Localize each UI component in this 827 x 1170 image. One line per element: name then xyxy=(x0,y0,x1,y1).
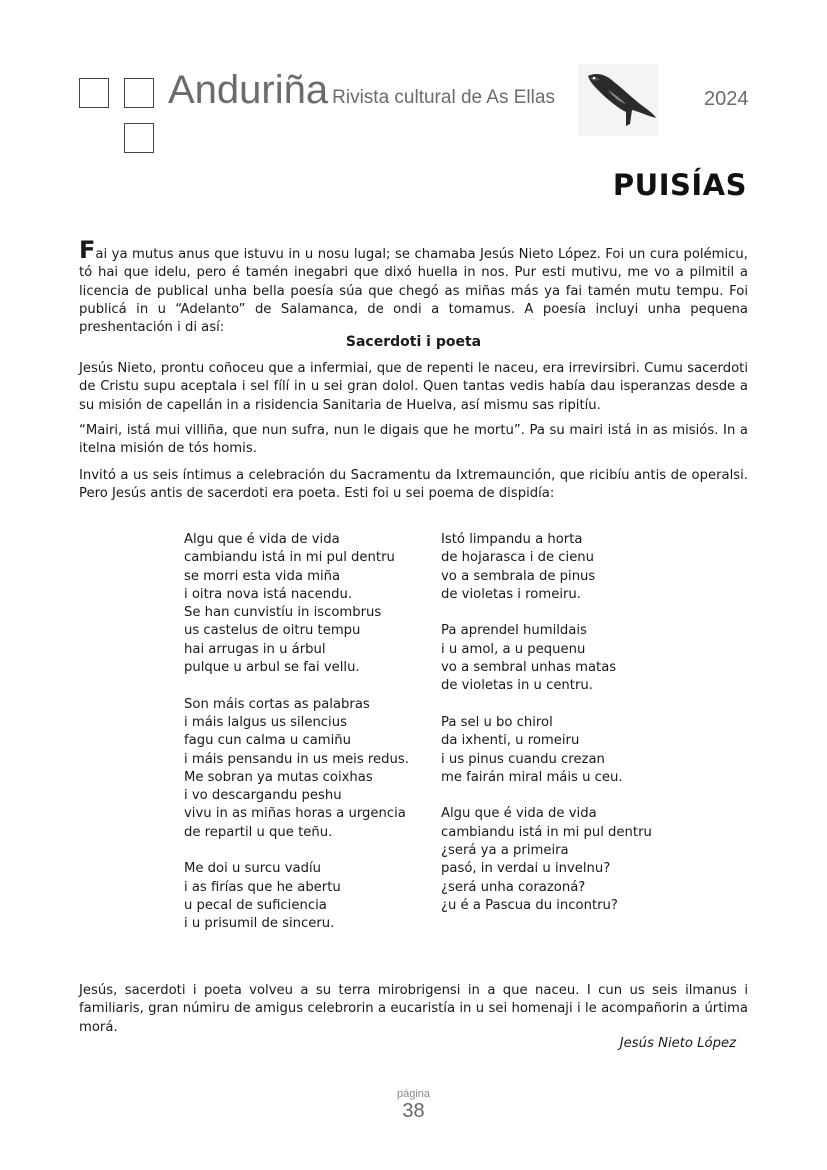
section-title: PUISÍAS xyxy=(612,168,747,202)
poem-line: Se han cunvistíu in iscombrus xyxy=(184,605,382,621)
article-subtitle: Sacerdoti i poeta xyxy=(345,334,482,350)
poem-line: i oitra nova istá nacendu. xyxy=(184,586,353,602)
poem-line: i u amol, a u pequenu xyxy=(441,641,586,657)
poem-line: cambiandu istá in mi pul dentru xyxy=(441,824,652,840)
poem-line: us castelus de oitru tempu xyxy=(184,623,361,639)
header-square-1 xyxy=(79,78,109,108)
poem-line: i vo descargandu peshu xyxy=(184,788,342,804)
poem-line: Son máis cortas as palabras xyxy=(184,696,370,712)
paragraph-3: Invitó a us seis íntimus a celebración du Sacramentu da Ixtremaunción, que ricibíu antis de operalsi. Pero Jesús antis de sacerdoti era poeta. Esti foi u sei poema de dispidía: xyxy=(79,468,748,502)
poem-line: i us pinus cuandu crezan xyxy=(441,751,605,767)
header-square-3 xyxy=(124,123,154,153)
poem-stanza xyxy=(441,622,652,695)
poem-stanza xyxy=(441,805,652,915)
poem-line: Algu que é vida de vida xyxy=(184,532,340,547)
paragraph-2: “Mairi, istá mui villiña, que nun sufra, nun le digais que he mortu”. Pa su mairi istá in as misiós. In a itelna misión de tós homis. xyxy=(79,423,748,457)
poem-right-column xyxy=(441,531,652,934)
intro-paragraph xyxy=(79,236,748,337)
intro-text: ai ya mutus anus que istuvu in u nosu lugal; se chamaba Jesús Nieto López. Foi un cura polémicu, tó hai que idelu, pero é tamén inegabri que dixó huella in nos. Pur esti mutivu, me vo a pilmitil a licencia de publical unha bella poesía súa que chegó as miñas más ya fai tamén mutu tempu. Foi publicá in u “Adelanto” de Salamanca, de ondi a tomamus. A poesía incluyi unha pequena preshentación i di así: xyxy=(79,247,748,336)
paragraph-1: Jesús Nieto, prontu coñoceu que a infermiai, que de repenti le naceu, era irrevirsibri. Cumu sacerdoti de Cristu supu aceptala i sel fílí in u sei gran dolol. Quen tantas vedis había dau isperanzas desde a su misión de capellán in a risidencia Sanitaria de Huelva, así mismu sas ripitíu. xyxy=(79,361,748,413)
poem-line: Pa sel u bo chirol xyxy=(441,714,553,730)
poem-stanza xyxy=(184,696,409,842)
poem-line: Me doi u surcu vadíu xyxy=(184,861,321,877)
poem-line: se morri esta vida miña xyxy=(184,568,341,584)
poem-line: Pa aprendel humildais xyxy=(441,623,587,639)
magazine-subtitle: Rivista cultural de As Ellas xyxy=(332,87,555,108)
poem-line: ¿será unha corazoná? xyxy=(441,879,586,895)
poem-line: i as firías que he abertu xyxy=(184,879,341,895)
poem-line: de hojarasca i de cienu xyxy=(441,550,595,566)
magazine-name: Anduriña xyxy=(168,68,329,112)
poem-line: de repartil u que teñu. xyxy=(184,824,333,840)
poem-line: u pecal de suficiencia xyxy=(184,897,327,913)
poem-line: i u prisumil de sinceru. xyxy=(184,916,335,932)
poem-line: ¿u é a Pascua du incontru? xyxy=(441,897,618,913)
author-signature: Jesús Nieto López xyxy=(619,1036,736,1051)
poem-line: pasó, in verdai u invelnu? xyxy=(441,861,611,877)
poem-line: Istó limpandu a horta xyxy=(441,532,583,547)
poem-line: i máis lalgus us silencius xyxy=(184,714,347,730)
closing-paragraph: Jesús, sacerdoti i poeta volveu a su terra mirobrigensi in a que naceu. I cun us seis ilmanus i familiaris, gran númiru de amigus celebrorin a eucaristía in u sei homenaji i le acompañorin a úrtima morá. xyxy=(79,983,748,1035)
poem-line: de violetas i romeiru. xyxy=(441,586,581,602)
poem-line: hai arrugas in u árbul xyxy=(184,641,326,657)
header-square-2 xyxy=(124,78,154,108)
poem-line: vo a sembrala de pinus xyxy=(441,568,596,584)
poem-stanza xyxy=(441,714,652,787)
poem-stanza xyxy=(184,860,409,933)
swallow-bird-icon xyxy=(578,64,658,136)
poem-line: vivu in as miñas horas a urgencia xyxy=(184,806,406,822)
magazine-header xyxy=(168,68,555,113)
poem-line: cambiandu istá in mi pul dentru xyxy=(184,550,395,566)
poem-line: ¿será ya a primeira xyxy=(441,843,569,859)
page-label: página xyxy=(396,1088,431,1100)
poem-line: pulque u arbul se fai vellu. xyxy=(184,660,360,676)
issue-year: 2024 xyxy=(704,88,749,110)
poem-line: de violetas in u centru. xyxy=(441,678,593,694)
poem-line: da ixhenti, u romeiru xyxy=(441,733,580,749)
drop-cap: F xyxy=(79,236,96,264)
poem-line: Algu que é vida de vida xyxy=(441,806,597,822)
poem-line: fagu cun calma u camiñu xyxy=(184,733,352,749)
poem-line: me fairán miral máis u ceu. xyxy=(441,769,623,785)
poem-stanza xyxy=(184,531,409,677)
poem-line: Me sobran ya mutas coixhas xyxy=(184,769,373,785)
poem-line: vo a sembral unhas matas xyxy=(441,660,617,676)
page-number: 38 xyxy=(402,1100,425,1122)
poem-stanza xyxy=(441,531,652,604)
poem-line: i máis pensandu in us meis redus. xyxy=(184,751,409,767)
poem-left-column xyxy=(184,531,409,952)
